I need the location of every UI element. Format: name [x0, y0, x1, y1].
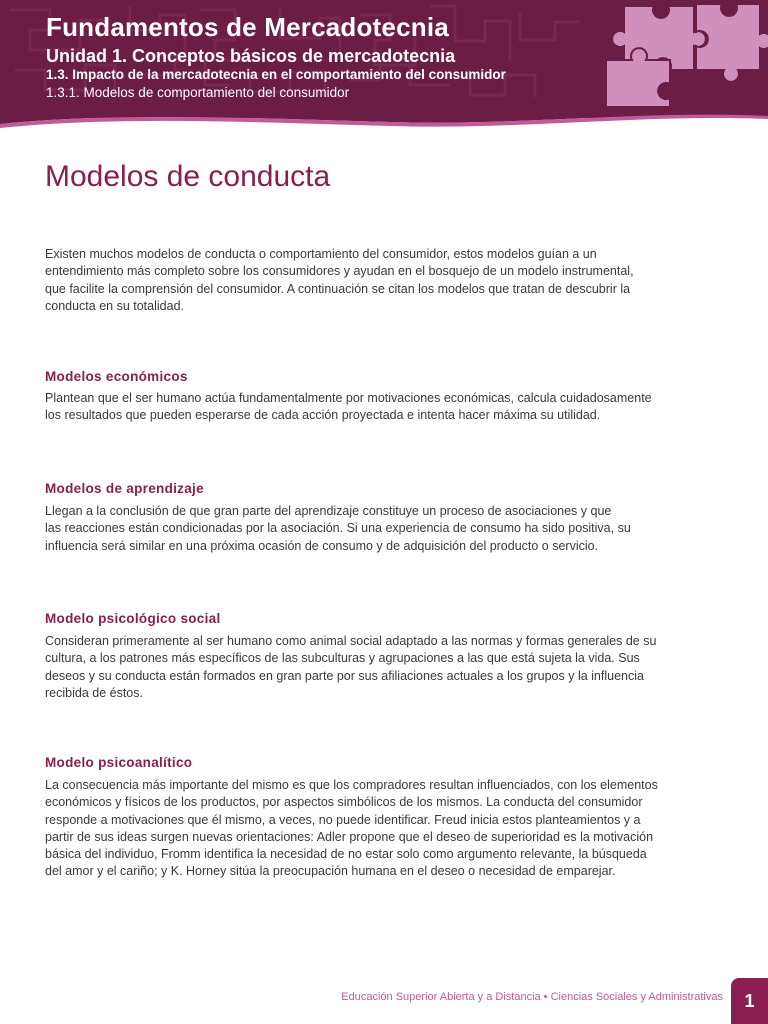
section-paragraph-psicologico-social — [45, 633, 725, 702]
section-heading-psicologico-social: Modelo psicológico social — [45, 611, 221, 626]
text-line: cultura, a los patrones más específicos de las subculturas y agrupaciones a las que está sujeta la vida. Sus — [45, 651, 640, 666]
text-line: influencia será similar en una próxima ocasión de consumo y de adquisición del producto o servicio. — [45, 538, 599, 553]
page-number-badge: 1 — [731, 978, 768, 1024]
section-heading-aprendizaje: Modelos de aprendizaje — [45, 481, 204, 496]
section-paragraph-psicoanalitico — [45, 777, 725, 881]
unit-title: Unidad 1. Conceptos básicos de mercadotecnia — [46, 46, 456, 66]
subsection-title: 1.3.1. Modelos de comportamiento del consumidor — [46, 85, 350, 100]
text-line: que facilite la comprensión del consumidor. A continuación se citan los modelos que tratan de descubrir la — [45, 281, 631, 296]
text-line: conducta en su totalidad. — [45, 298, 184, 313]
text-line: partir de sus ideas surgen nuevas orientaciones: Adler propone que el deseo de superioridad es la motivación — [45, 829, 654, 844]
text-line: los resultados que pueden esperarse de cada acción proyectada e intenta hacer máxima su utilidad. — [45, 408, 601, 423]
text-line: Llegan a la conclusión de que gran parte del aprendizaje constituye un proceso de asociaciones y que — [45, 504, 612, 518]
page-title: Modelos de conducta — [45, 160, 331, 193]
text-line: las reacciones están condicionadas por la asociación. Si una experiencia de consumo ha sido positiva, su — [45, 521, 631, 536]
section-heading-psicoanalitico: Modelo psicoanalítico — [45, 755, 193, 770]
text-line: deseos y su conducta están formados en gran parte por sus afiliaciones actuales a los grupos y la influencia — [45, 668, 644, 683]
text-line: Existen muchos modelos de conducta o comportamiento del consumidor, estos modelos guían a un — [45, 247, 597, 261]
text-line: La consecuencia más importante del mismo es que los compradores resultan influenciados, con los elementos — [45, 778, 658, 792]
text-line: básica del individuo, Fromm identifica la necesidad de no estar solo como argumento relevante, la búsqueda — [45, 847, 647, 862]
text-line: entendimiento más completo sobre los consumidores y ayudan en el bosquejo de un modelo instrumental, — [45, 264, 634, 279]
text-line: del amor y el cariño; y K. Horney sitúa la preocupación humana en el deseo o necesidad de emparejar. — [45, 864, 616, 879]
footer-institution: Educación Superior Abierta y a Distancia • Ciencias Sociales y Administrativas — [341, 991, 723, 1003]
text-line: recibida de éstos. — [45, 685, 143, 700]
text-line: Consideran primeramente al ser humano como animal social adaptado a las normas y formas generales de su — [45, 634, 657, 648]
puzzle-pieces-icon — [596, 0, 768, 110]
section-heading-economicos: Modelos económicos — [45, 369, 188, 384]
text-line: Plantean que el ser humano actúa fundamentalmente por motivaciones económicas, calcula cuidadosamente — [45, 391, 652, 405]
intro-paragraph — [45, 246, 725, 315]
text-line: responde a motivaciones que él mismo, a veces, no puede identificar. Freud inicia estos planteamientos y a — [45, 812, 641, 827]
header-banner — [0, 0, 768, 118]
section-paragraph-economicos — [45, 390, 725, 425]
text-line: económicos y físicos de los productos, por aspectos simbólicos de los mismos. La conducta del consumidor — [45, 795, 643, 810]
course-title: Fundamentos de Mercadotecnia — [46, 12, 449, 42]
section-paragraph-aprendizaje — [45, 503, 725, 555]
section-title: 1.3. Impacto de la mercadotecnia en el comportamiento del consumidor — [46, 67, 506, 82]
header-wave-divider — [0, 106, 768, 136]
